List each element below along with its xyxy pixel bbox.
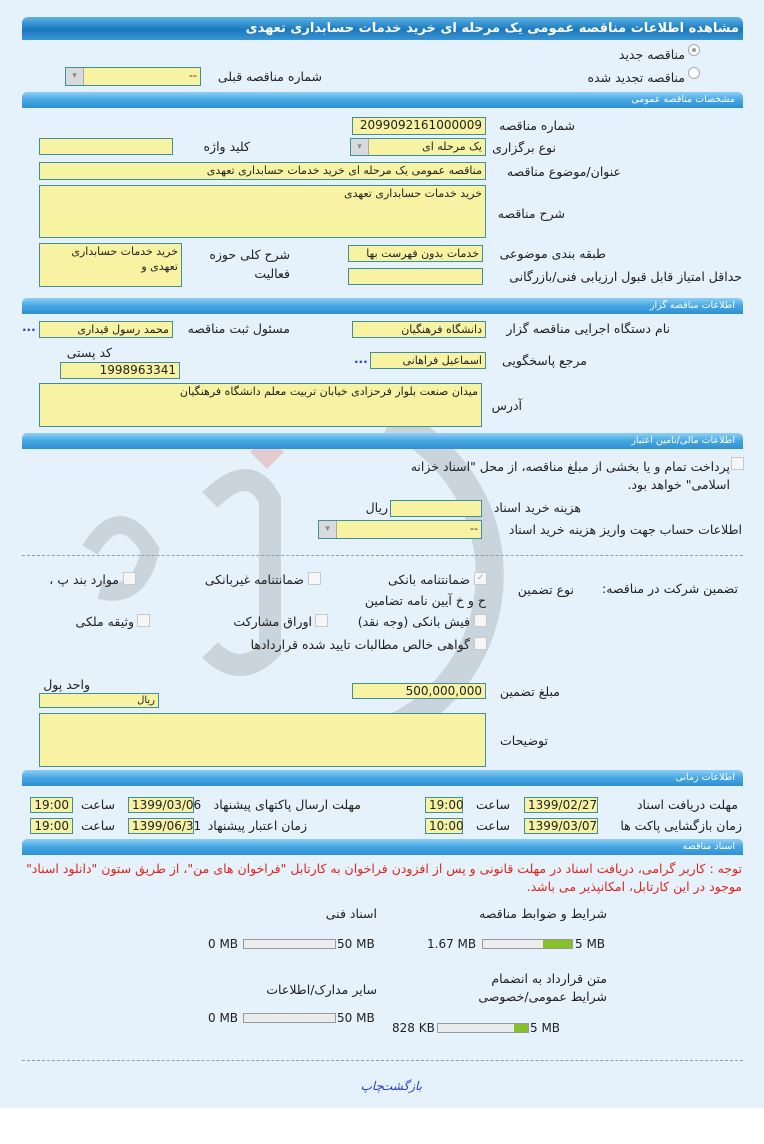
property-label: وثیقه ملکی — [75, 614, 134, 629]
doc-used: 828 KB — [392, 1021, 435, 1035]
responsible-label: مسئول ثبت مناقصه — [187, 321, 290, 336]
section-header-documents: اسناد مناقصه — [22, 839, 743, 855]
opening-time-field[interactable]: 10:00 — [425, 818, 463, 834]
receivables-label: گواهی خالص مطالبات تایید شده قراردادها — [250, 637, 470, 652]
postal-code-label: کد پستی — [66, 345, 112, 360]
postal-code-field[interactable]: 1998963341 — [60, 362, 180, 379]
progress-fill — [543, 940, 572, 948]
page-title: مشاهده اطلاعات مناقصه عمومی یک مرحله ای خرید خدمات حسابداری تعهدی — [22, 17, 743, 40]
section-header-finance: اطلاعات مالی/تامین اعتبار — [22, 433, 743, 449]
doc-receipt-time-field[interactable]: 19:00 — [425, 797, 463, 813]
section-header-general: مشخصات مناقصه عمومی — [22, 92, 743, 108]
doc-label: شرایط و ضوابط مناقصه — [479, 906, 607, 921]
section-header-timing: اطلاعات زمانی — [22, 770, 743, 786]
keyword-label: کلید واژه — [203, 139, 250, 154]
bonds-checkbox[interactable] — [315, 614, 328, 627]
bank-guarantee-checkbox[interactable]: ✓ — [474, 572, 487, 585]
guarantee-note: ح و خ آیین نامه تضامین — [364, 593, 486, 608]
min-score-field[interactable] — [348, 268, 483, 285]
back-link[interactable]: بازگشت — [381, 1079, 422, 1093]
doc-label: متن قرارداد به انضمام شرایط عمومی/خصوصی — [478, 971, 607, 1004]
account-select[interactable] — [318, 520, 482, 539]
notes-label: توضیحات — [500, 733, 548, 748]
download-notice: توجه : کاربر گرامی، دریافت اسناد در مهلت قانونی و پس از افزودن فراخوان به کارتابل "فراخوان های من"، از طریق ستون "دانلود اسناد" موجود در این کارتابل، امکانپذیر می باشد. — [26, 861, 742, 894]
hour-label: ساعت — [80, 797, 115, 812]
keyword-field[interactable] — [39, 138, 173, 155]
submission-deadline-label: مهلت ارسال پاکتهای پیشنهاد — [213, 797, 361, 812]
previous-tender-select[interactable] — [65, 67, 201, 86]
submission-date-field[interactable]: 1399/03/06 — [128, 797, 194, 813]
doc-fee-currency: ریال — [365, 500, 388, 515]
chevron-down-icon: ▾ — [66, 68, 84, 85]
holding-type-value: یک مرحله ای — [422, 140, 482, 153]
treasury-text: پرداخت تمام و یا بخشی از مبلغ مناقصه، از محل "اسناد خزانه اسلامی" خواهد بود. — [410, 459, 730, 492]
subject-field[interactable]: مناقصه عمومی یک مرحله ای خرید خدمات حسابداری تعهدی — [39, 162, 486, 180]
doc-fee-label: هزینه خرید اسناد — [493, 500, 581, 515]
doc-progress — [437, 1023, 529, 1033]
currency-unit-label: واحد پول — [43, 677, 90, 692]
description-label: شرح مناقصه — [497, 206, 565, 221]
validity-time-field[interactable]: 19:00 — [30, 818, 73, 834]
treasury-checkbox[interactable] — [731, 457, 744, 470]
bank-receipt-checkbox[interactable] — [474, 614, 487, 627]
doc-used: 1.67 MB — [427, 937, 477, 951]
doc-fee-field[interactable] — [390, 500, 482, 517]
divider — [22, 555, 743, 556]
activity-textarea[interactable]: خرید خدمات حسابداری تعهدی و — [39, 243, 182, 287]
section-header-organizer: اطلاعات مناقصه گزار — [22, 298, 743, 314]
doc-receipt-date-field[interactable]: 1399/02/27 — [524, 797, 598, 813]
bank-guarantee-label: ضمانتنامه بانکی — [388, 572, 470, 587]
submission-time-field[interactable]: 19:00 — [30, 797, 73, 813]
organization-label: نام دستگاه اجرایی مناقصه گزار — [506, 321, 670, 336]
validity-label: زمان اعتبار پیشنهاد — [207, 818, 307, 833]
guarantee-label: تضمین شرکت در مناقصه: — [602, 581, 738, 596]
renewed-tender-label: مناقصه تجدید شده — [587, 70, 685, 85]
responder-field[interactable]: اسماعیل فراهانی — [370, 352, 486, 369]
clause-p-checkbox[interactable] — [123, 572, 136, 585]
property-checkbox[interactable] — [137, 614, 150, 627]
doc-receipt-deadline-label: مهلت دریافت اسناد — [636, 797, 738, 812]
tender-number-field[interactable]: 2099092161000009 — [352, 117, 486, 135]
category-label: طبقه بندی موضوعی — [499, 246, 606, 261]
receivables-checkbox[interactable] — [474, 637, 487, 650]
tender-number-label: شماره مناقصه — [499, 118, 575, 133]
doc-used: 0 MB — [208, 1011, 239, 1025]
previous-tender-value: -- — [189, 69, 197, 82]
divider — [22, 1060, 743, 1061]
opening-date-field[interactable]: 1399/03/07 — [524, 818, 598, 834]
nonbank-guarantee-checkbox[interactable] — [308, 572, 321, 585]
print-link[interactable]: چاپ — [360, 1079, 383, 1093]
nonbank-guarantee-label: ضمانتنامه غیربانکی — [204, 572, 304, 587]
responsible-more-button[interactable]: ... — [22, 320, 36, 334]
doc-used: 0 MB — [208, 937, 239, 951]
doc-progress — [482, 939, 573, 949]
notes-textarea[interactable] — [39, 713, 486, 767]
opening-time-label: زمان بازگشایی پاکت ها — [620, 818, 742, 833]
doc-label: اسناد فنی — [325, 906, 377, 921]
previous-tender-label: شماره مناقصه قبلی — [217, 69, 322, 84]
currency-unit-field[interactable]: ریال — [39, 693, 159, 708]
hour-label: ساعت — [475, 818, 510, 833]
validity-date-field[interactable]: 1399/06/31 — [128, 818, 194, 834]
category-field[interactable]: خدمات بدون فهرست بها — [348, 245, 483, 262]
responsible-field[interactable]: محمد رسول قیداری — [39, 321, 173, 338]
doc-progress — [243, 1013, 336, 1023]
guarantee-amount-field[interactable]: 500,000,000 — [352, 683, 486, 699]
activity-label: شرح کلی حوزه فعالیت — [209, 247, 290, 281]
responder-more-button[interactable]: ... — [354, 352, 368, 366]
doc-progress — [243, 939, 336, 949]
account-label: اطلاعات حساب جهت واریز هزینه خرید اسناد — [508, 522, 742, 537]
doc-max: 50 MB — [337, 937, 375, 951]
chevron-down-icon: ▾ — [319, 521, 337, 538]
address-textarea[interactable]: میدان صنعت بلوار فرحزادی خیابان تربیت معلم دانشگاه فرهنگیان — [39, 383, 482, 427]
guarantee-type-label: نوع تضمین — [517, 582, 574, 597]
hour-label: ساعت — [475, 797, 510, 812]
holding-type-label: نوع برگزاری — [492, 140, 556, 155]
progress-fill — [514, 1024, 528, 1032]
holding-type-select[interactable] — [350, 138, 486, 156]
bonds-label: اوراق مشارکت — [233, 614, 312, 629]
organization-field[interactable]: دانشگاه فرهنگیان — [352, 321, 486, 338]
bank-receipt-label: فیش بانکی (وجه نقد) — [357, 614, 470, 629]
doc-label: سایر مدارک/اطلاعات — [266, 982, 377, 997]
address-label: آدرس — [491, 398, 522, 413]
description-textarea[interactable]: خرید خدمات حسابداری تعهدی — [39, 185, 486, 238]
clause-p-label: موارد بند پ ، — [49, 572, 119, 587]
hour-label: ساعت — [80, 818, 115, 833]
doc-max: 50 MB — [337, 1011, 375, 1025]
doc-max: 5 MB — [530, 1021, 561, 1035]
renewed-tender-radio[interactable] — [688, 67, 700, 79]
subject-label: عنوان/موضوع مناقصه — [506, 164, 621, 179]
doc-max: 5 MB — [575, 937, 606, 951]
chevron-down-icon: ▾ — [351, 139, 369, 155]
responder-label: مرجع پاسخگویی — [501, 353, 587, 368]
new-tender-label: مناقصه جدید — [618, 47, 685, 62]
account-value: -- — [470, 522, 478, 535]
new-tender-radio[interactable] — [688, 44, 700, 56]
guarantee-amount-label: مبلغ تضمین — [499, 684, 560, 699]
min-score-label: حداقل امتیاز قابل قبول ارزیابی فنی/بازرگانی — [509, 269, 742, 284]
